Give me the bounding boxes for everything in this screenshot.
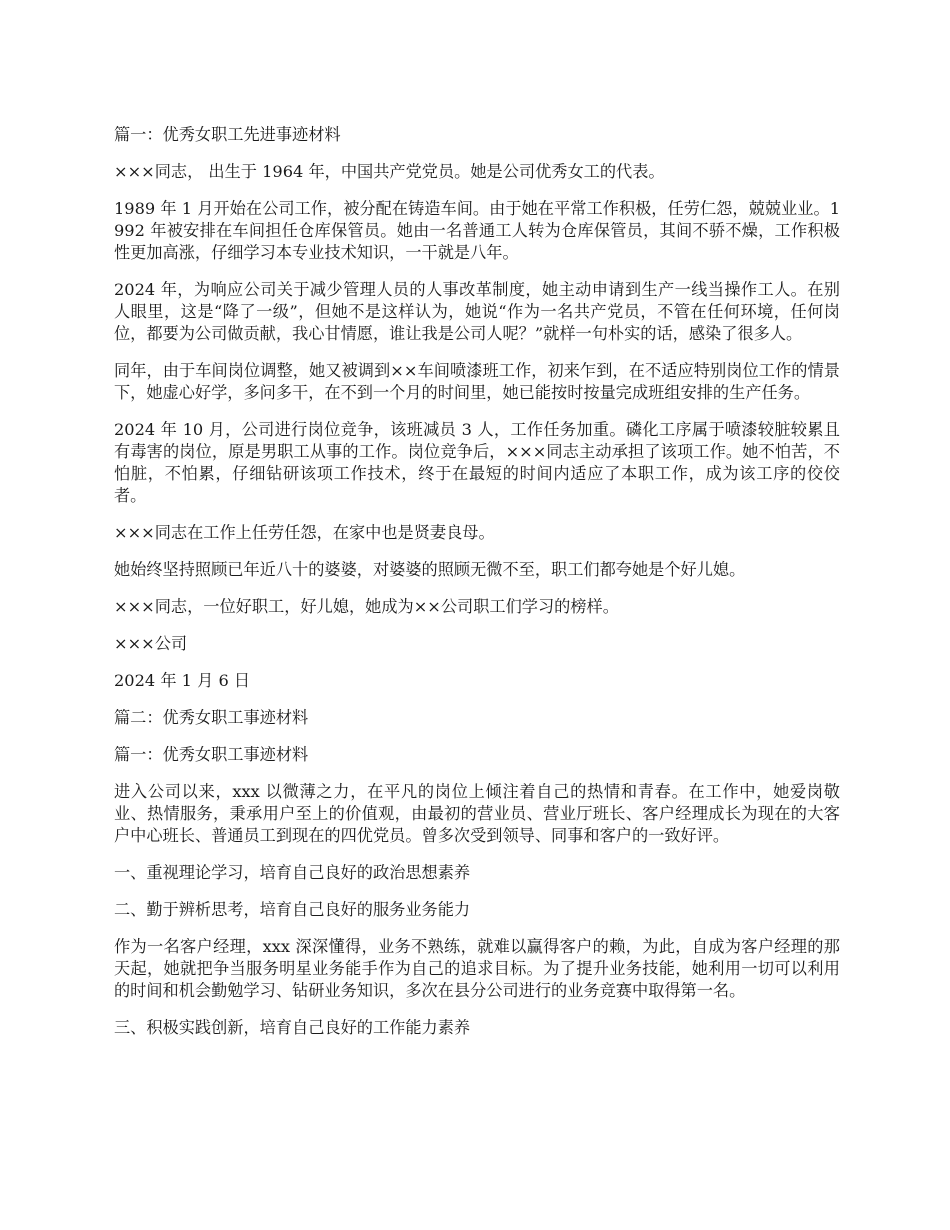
signature-company: ×××公司 — [114, 634, 188, 653]
paragraph: ×××同志在工作上任劳任怨，在家中也是贤妻良母。 — [114, 523, 495, 542]
paragraph: 2024 年，为响应公司关于减少管理人员的人事改革制度，她主动申请到生产一线当操作工人。在别人眼里，这是“降了一级”，但她不是这样认为，她说“作为一名共产党员，不管在任何环境，任何岗位，都要为公司做贡献，我心甘情愿，谁让我是公司人呢？”就样一句朴实的话，感染了很多人。 — [114, 280, 840, 343]
subheading: 一、重视理论学习，培育自己良好的政治思想素养 — [114, 863, 471, 882]
document-body — [114, 124, 840, 1054]
paragraph: 同年，由于车间岗位调整，她又被调到××车间喷漆班工作，初来乍到，在不适应特别岗位工作的情景下，她虚心好学，多问多干，在不到一个月的时间里，她已能按时按量完成班组安排的生产任务。 — [114, 361, 840, 402]
paragraph: ×××同志， 出生于 1964 年，中国共产党党员。她是公司优秀女工的代表。 — [114, 162, 665, 181]
subheading: 二、勤于辨析思考，培育自己良好的服务业务能力 — [114, 900, 471, 919]
paragraph: ×××同志，一位好职工，好儿媳，她成为××公司职工们学习的榜样。 — [114, 597, 619, 616]
section-title: 篇一：优秀女职工先进事迹材料 — [114, 125, 341, 144]
section-title: 篇二：优秀女职工事迹材料 — [114, 708, 309, 727]
paragraph: 1989 年 1 月开始在公司工作，被分配在铸造车间。由于她在平常工作积极，任劳仁怨，兢兢业业。1992 年被安排在车间担任仓库保管员。她由一名普通工人转为仓库保管员，其间不骄不燥，工作积极性更加高涨，仔细学习本专业技术知识，一干就是八年。 — [114, 199, 840, 262]
section-title: 篇一：优秀女职工事迹材料 — [114, 745, 309, 764]
paragraph: 2024 年 10 月，公司进行岗位竞争，该班减员 3 人，工作任务加重。磷化工序属于喷漆较脏较累且有毒害的岗位，原是男职工从事的工作。岗位竞争后，×××同志主动承担了该项工作。她不怕苦，不怕脏，不怕累，仔细钻研该项工作技术，终于在最短的时间内适应了本职工作，成为该工序的佼佼者。 — [114, 420, 840, 505]
signature-date: 2024 年 1 月 6 日 — [114, 671, 251, 690]
subheading: 三、积极实践创新，培育自己良好的工作能力素养 — [114, 1018, 471, 1037]
paragraph: 进入公司以来，xxx 以微薄之力，在平凡的岗位上倾注着自己的热情和青春。在工作中，她爱岗敬业、热情服务，秉承用户至上的价值观，由最初的营业员、营业厅班长、客户经理成长为现在的大客户中心班长、普通员工到现在的四优党员。曾多次受到领导、同事和客户的一致好评。 — [114, 782, 840, 845]
paragraph: 她始终坚持照顾已年近八十的婆婆，对婆婆的照顾无微不至，职工们都夸她是个好儿媳。 — [114, 560, 746, 579]
paragraph: 作为一名客户经理，xxx 深深懂得，业务不熟练，就难以赢得客户的赖，为此，自成为客户经理的那天起，她就把争当服务明星业务能手作为自己的追求目标。为了提升业务技能，她利用一切可以利用的时间和机会勤勉学习、钻研业务知识，多次在县分公司进行的业务竞赛中取得第一名。 — [114, 937, 840, 1000]
